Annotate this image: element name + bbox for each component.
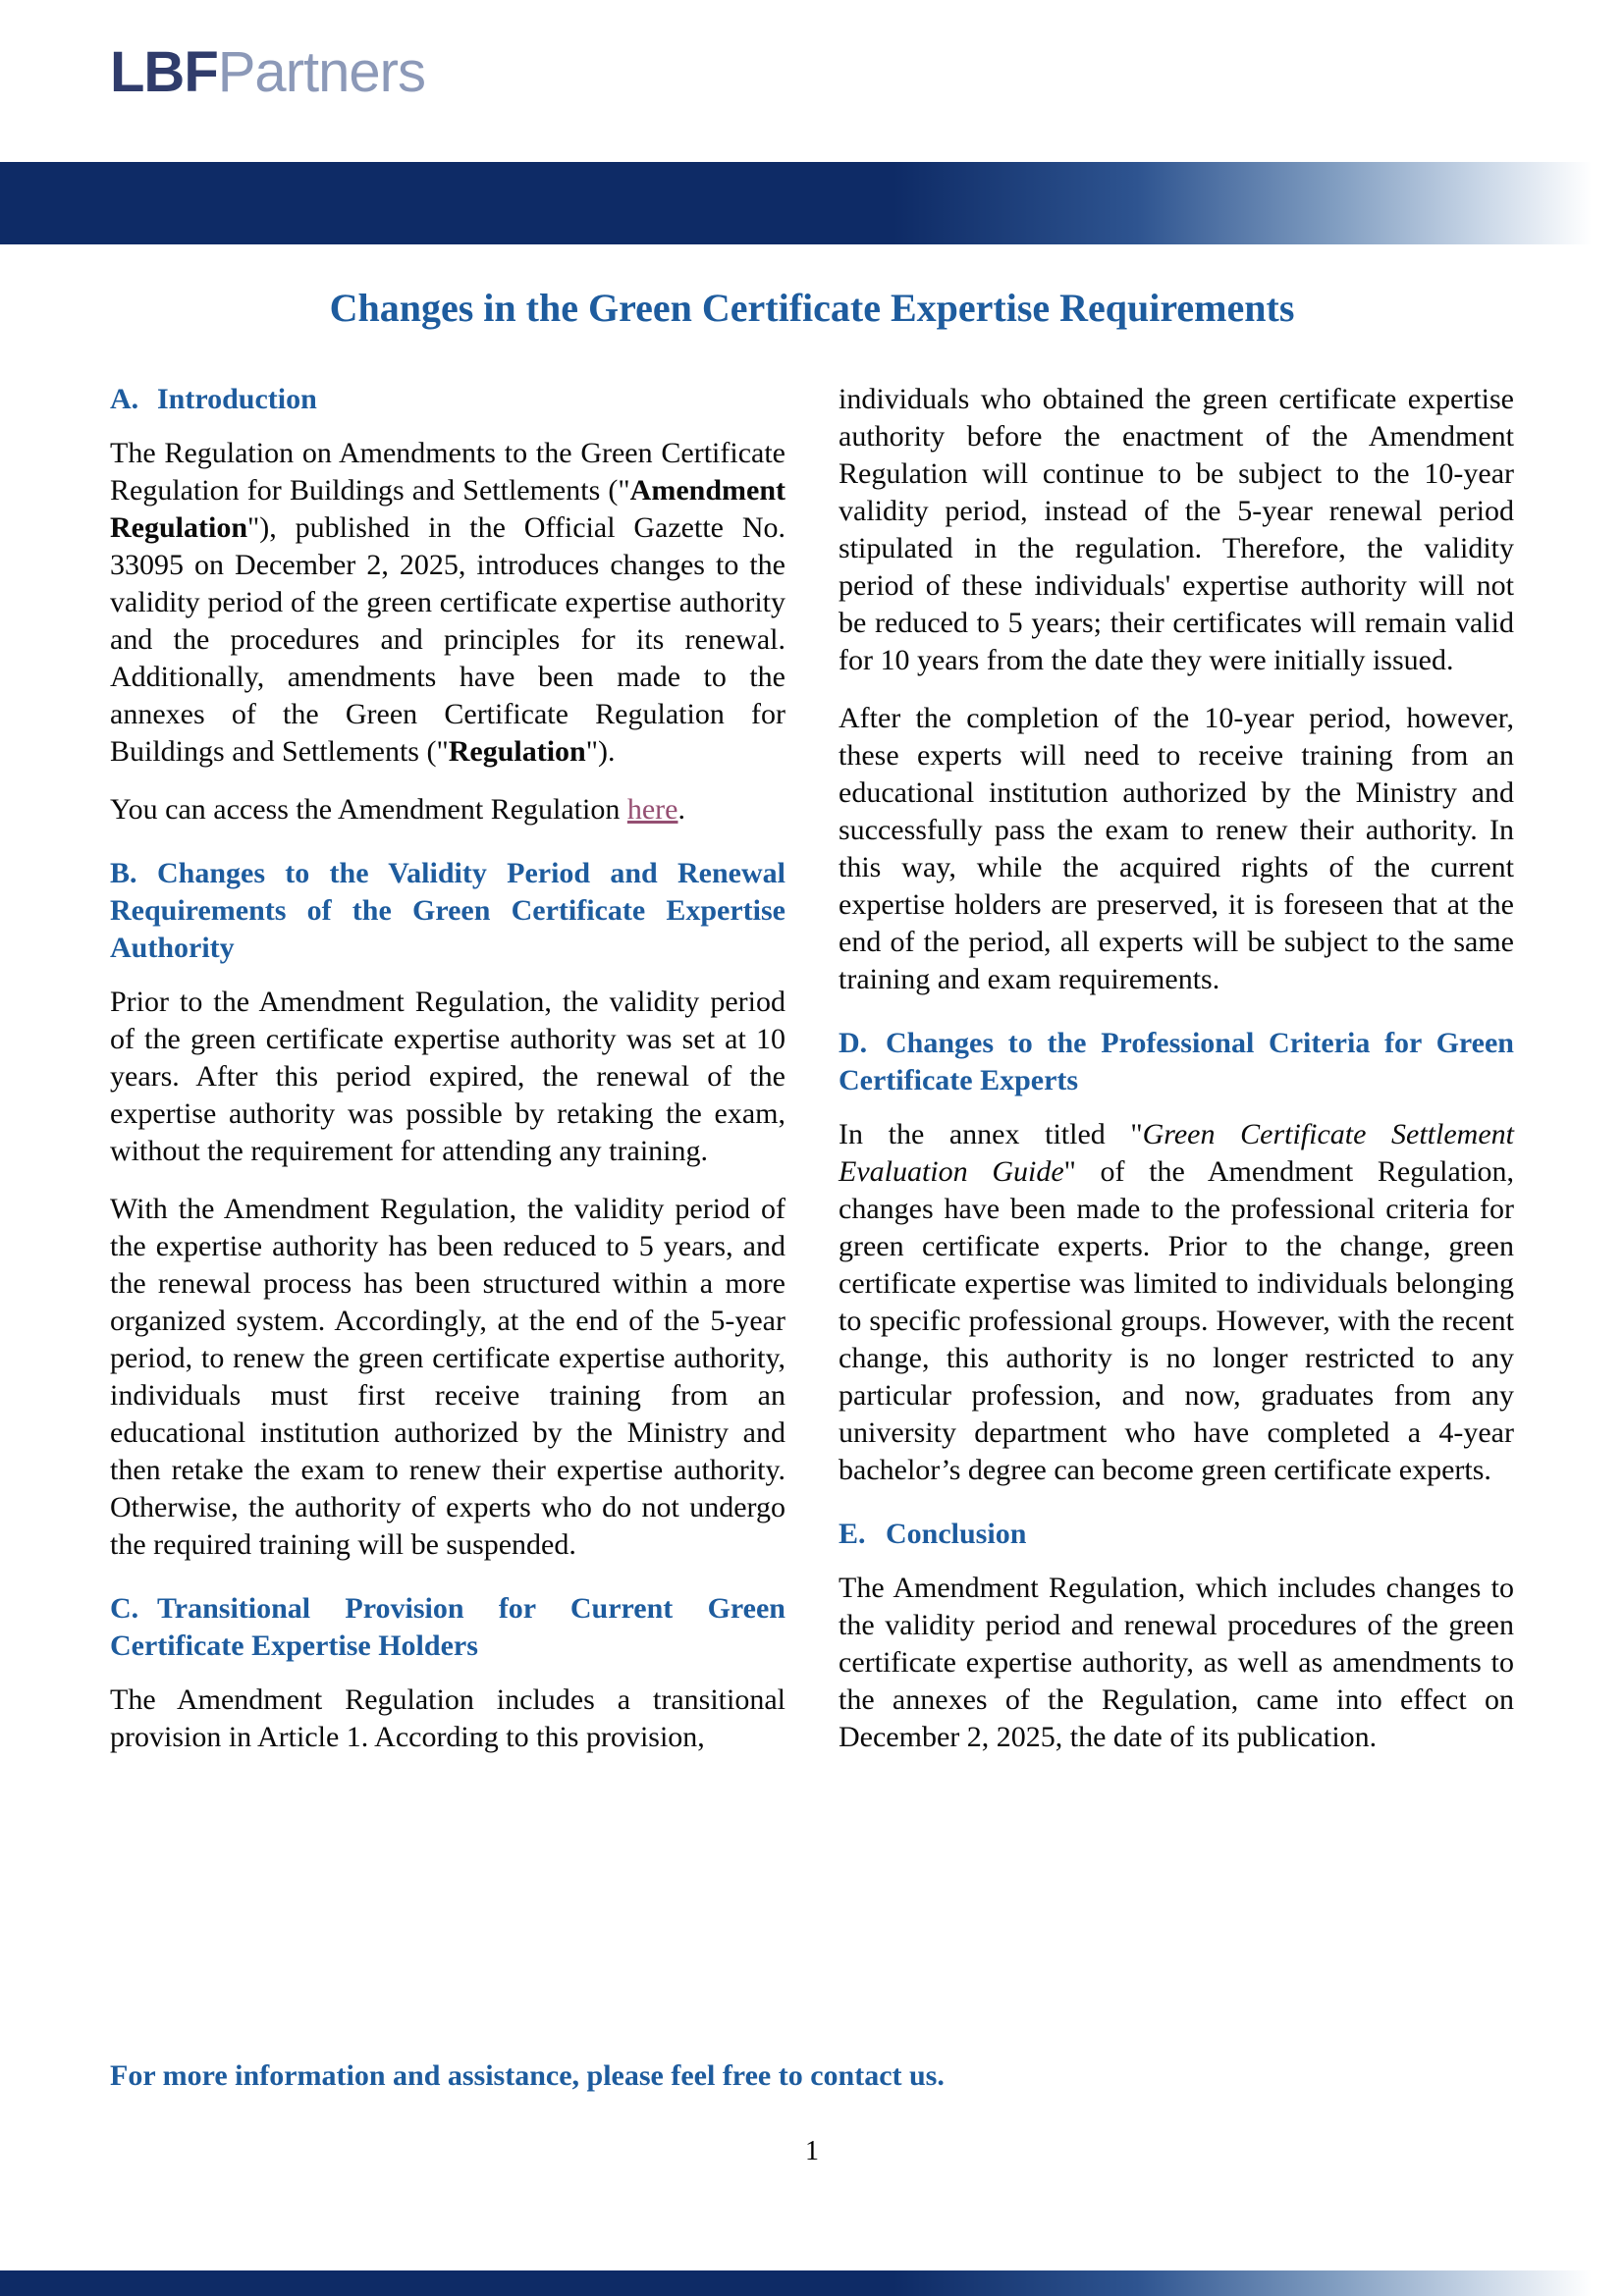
section-heading-text: Conclusion [886,1518,1027,1550]
logo-lbf-text: LBF [110,40,218,104]
section-heading-text: Introduction [157,383,317,415]
text-run: . [677,793,685,826]
body-paragraph [110,984,785,1170]
body-paragraph [110,1682,785,1756]
body-paragraph [110,435,785,771]
text-run: individuals who obtained the green certificate expertise authority before the enactment of the Amendment Regulation will continue to be subject to the 10-year validity period, instead of the 5-year renewal period stipulated in the regulation. Therefore, the validity period of these individuals' expertise authority will not be reduced to 5 years; their certificates will remain valid for 10 years from the date they were initially issued. [839,383,1514,676]
amendment-regulation-link[interactable]: here [626,793,678,826]
section-heading [839,1025,1514,1099]
body-paragraph [839,1570,1514,1756]
right-column [839,381,1514,1777]
body-paragraph [839,700,1514,998]
page-number: 1 [805,2136,819,2166]
footer-gradient-bar [0,2270,1624,2296]
section-heading [110,1590,785,1665]
section-letter: E. [839,1518,866,1550]
left-column [110,381,785,1777]
text-run: Regulation [448,735,586,768]
text-run: In the annex titled " [839,1118,1143,1150]
page-title: Changes in the Green Certificate Expertise Requirements [329,286,1295,330]
section-letter: A. [110,383,139,415]
section-heading [839,1516,1514,1553]
text-run: With the Amendment Regulation, the validity period of the expertise authority has been reduced to 5 years, and the renewal process has been structured within a more organized system. Accordingly, at the end of the 5-year period, to renew the green certificate expertise authority, individuals must first receive training from an educational institution authorized by the Ministry and then retake the exam to renew their expertise authority. Otherwise, the authority of experts who do not undergo the required training will be suspended. [110,1193,785,1561]
section-heading-text: Transitional Provision for Current Green Certificate Expertise Holders [110,1592,785,1662]
section-letter: C. [110,1592,139,1625]
text-run: "), published in the Official Gazette No. 33095 on December 2, 2025, introduces changes to the validity period of the green certificate expertise authority and the procedures and principles for its renewal. Additionally, amendments have been made to the annexes of the Green Certificate Regulation for Buildings and Settlements (" [110,511,785,768]
text-run: You can access the Amendment Regulation [110,793,627,826]
body-paragraph [839,381,1514,679]
body-paragraph [110,1191,785,1564]
section-heading [110,381,785,418]
text-run: The Regulation on Amendments to the Green Certificate Regulation for Buildings and Settlements (" [110,437,785,507]
body-paragraph [839,1116,1514,1489]
text-run: The Amendment Regulation, which includes changes to the validity period and renewal procedures of the green certificate expertise authority, as well as amendments to the annexes of the Regulation, came into effect on December 2, 2025, the date of its publication. [839,1572,1514,1753]
section-letter: D. [839,1027,868,1059]
text-run: Amendment Regulation [110,474,785,544]
section-heading [110,855,785,967]
header-gradient-bar [0,162,1624,244]
body-paragraph [110,791,785,828]
section-heading-text: Changes to the Professional Criteria for Green Certificate Experts [839,1027,1514,1096]
section-heading-text: Changes to the Validity Period and Renewal Requirements of the Green Certificate Expertise Authority [110,857,785,964]
logo-partners-text: Partners [217,40,425,104]
text-run: Green Certificate Settlement Evaluation Guide [839,1118,1514,1188]
lbf-partners-logo [110,39,425,105]
text-run: After the completion of the 10-year period, however, these experts will need to receive training from an educational institution authorized by the Ministry and successfully pass the exam to renew their authority. In this way, while the acquired rights of the current expertise holders are preserved, it is foreseen that at the end of the period, all experts will be subject to the same training and exam requirements. [839,702,1514,995]
text-run: "). [585,735,616,768]
section-letter: B. [110,857,137,889]
text-run: The Amendment Regulation includes a transitional provision in Article 1. According to this provision, [110,1683,785,1753]
text-run: Prior to the Amendment Regulation, the validity period of the green certificate expertise authority was set at 10 years. After this period expired, the renewal of the expertise authority was possible by retaking the exam, without the requirement for attending any training. [110,986,785,1167]
text-run: " of the Amendment Regulation, changes have been made to the professional criteria for green certificate experts. Prior to the change, green certificate expertise was limited to individuals belonging to specific professional groups. However, with the recent change, this authority is no longer restricted to any particular profession, and now, graduates from any university department who have completed a 4-year bachelor’s degree can become green certificate experts. [839,1155,1514,1486]
contact-note: For more information and assistance, please feel free to contact us. [110,2059,945,2092]
